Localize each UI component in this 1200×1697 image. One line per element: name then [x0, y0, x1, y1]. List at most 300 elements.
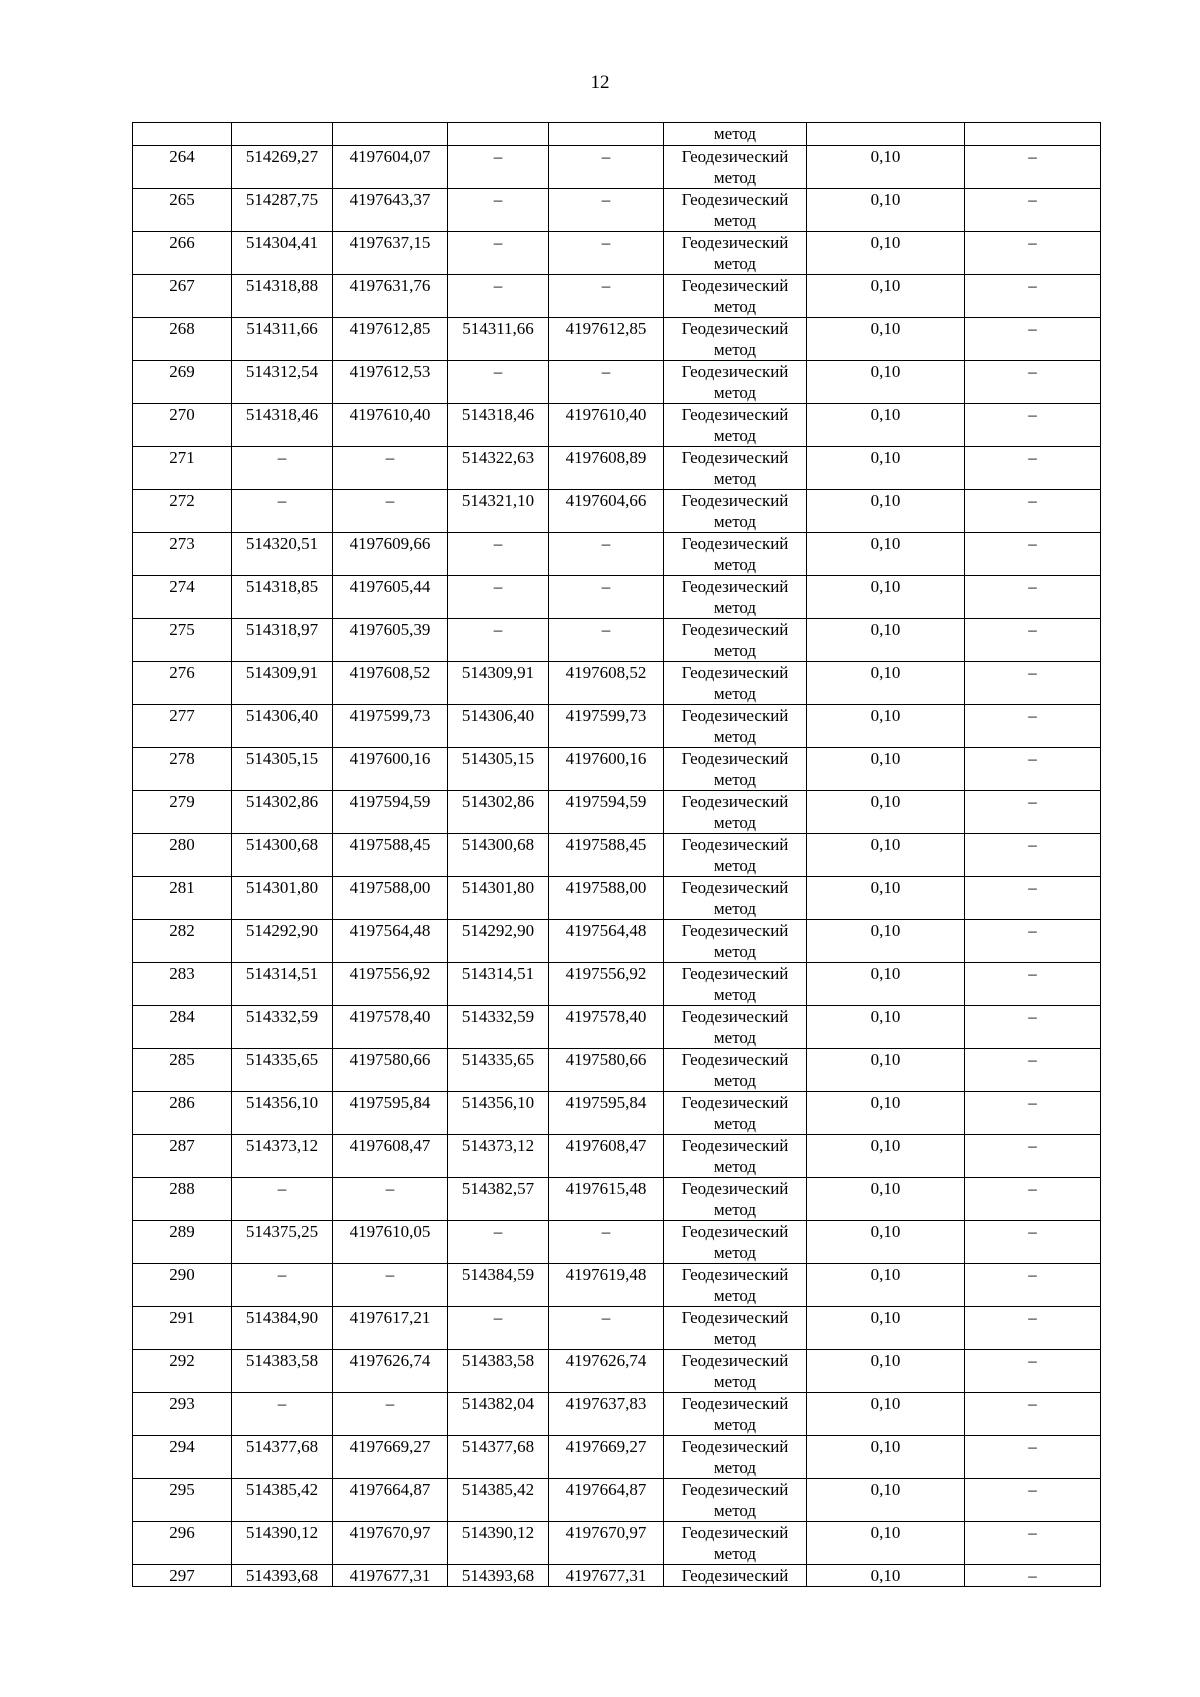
description-cell: –: [965, 1436, 1101, 1479]
description-cell: –: [965, 361, 1101, 404]
x-refined-cell: –: [448, 146, 549, 189]
y-refined-cell: 4197664,87: [549, 1479, 664, 1522]
y-existing-cell: 4197677,31: [333, 1565, 448, 1587]
method-cell: Геодезический метод: [664, 490, 807, 533]
description-cell: –: [965, 490, 1101, 533]
y-refined-cell: –: [549, 275, 664, 318]
method-cell: Геодезический метод: [664, 1178, 807, 1221]
y-existing-cell: 4197610,05: [333, 1221, 448, 1264]
x-refined-cell: 514302,86: [448, 791, 549, 834]
y-existing-cell: –: [333, 1178, 448, 1221]
description-cell: –: [965, 1221, 1101, 1264]
method-cell: Геодезический метод: [664, 1221, 807, 1264]
y-refined-cell: 4197595,84: [549, 1092, 664, 1135]
y-existing-cell: 4197594,59: [333, 791, 448, 834]
point-number-cell: 293: [133, 1393, 232, 1436]
table-cell: [549, 123, 664, 146]
method-cell: Геодезический метод: [664, 662, 807, 705]
table-cell: [807, 123, 965, 146]
x-refined-cell: 514321,10: [448, 490, 549, 533]
x-refined-cell: 514322,63: [448, 447, 549, 490]
method-cell: Геодезический метод: [664, 1049, 807, 1092]
accuracy-cell: 0,10: [807, 404, 965, 447]
x-existing-cell: 514335,65: [232, 1049, 333, 1092]
y-refined-cell: 4197588,00: [549, 877, 664, 920]
description-cell: –: [965, 1178, 1101, 1221]
x-existing-cell: 514318,46: [232, 404, 333, 447]
method-cell: Геодезический метод: [664, 146, 807, 189]
y-refined-cell: 4197619,48: [549, 1264, 664, 1307]
y-refined-cell: 4197580,66: [549, 1049, 664, 1092]
description-cell: –: [965, 1006, 1101, 1049]
x-refined-cell: –: [448, 1307, 549, 1350]
x-existing-cell: 514318,97: [232, 619, 333, 662]
accuracy-cell: 0,10: [807, 232, 965, 275]
x-refined-cell: –: [448, 189, 549, 232]
x-refined-cell: 514314,51: [448, 963, 549, 1006]
x-refined-cell: 514306,40: [448, 705, 549, 748]
method-cell: Геодезический метод: [664, 1522, 807, 1565]
y-refined-cell: 4197599,73: [549, 705, 664, 748]
point-number-cell: 291: [133, 1307, 232, 1350]
point-number-cell: 277: [133, 705, 232, 748]
x-existing-cell: –: [232, 447, 333, 490]
x-refined-cell: 514383,58: [448, 1350, 549, 1393]
y-refined-cell: 4197626,74: [549, 1350, 664, 1393]
table-row: [133, 576, 1101, 619]
method-cell: Геодезический метод: [664, 447, 807, 490]
accuracy-cell: 0,10: [807, 1307, 965, 1350]
x-existing-cell: 514356,10: [232, 1092, 333, 1135]
x-refined-cell: 514377,68: [448, 1436, 549, 1479]
table-row: [133, 189, 1101, 232]
page-number: 12: [590, 72, 610, 93]
x-refined-cell: 514335,65: [448, 1049, 549, 1092]
accuracy-cell: 0,10: [807, 834, 965, 877]
description-cell: –: [965, 232, 1101, 275]
accuracy-cell: 0,10: [807, 318, 965, 361]
point-number-cell: 282: [133, 920, 232, 963]
accuracy-cell: 0,10: [807, 662, 965, 705]
x-existing-cell: 514383,58: [232, 1350, 333, 1393]
method-cell: Геодезический метод: [664, 533, 807, 576]
table-row: [133, 447, 1101, 490]
table-row: [133, 1221, 1101, 1264]
y-existing-cell: –: [333, 1264, 448, 1307]
accuracy-cell: 0,10: [807, 877, 965, 920]
accuracy-cell: 0,10: [807, 791, 965, 834]
description-cell: –: [965, 834, 1101, 877]
x-refined-cell: –: [448, 361, 549, 404]
point-number-cell: 278: [133, 748, 232, 791]
method-cell: Геодезический метод: [664, 963, 807, 1006]
x-existing-cell: 514287,75: [232, 189, 333, 232]
method-cell: Геодезический метод: [664, 1307, 807, 1350]
y-refined-cell: 4197670,97: [549, 1522, 664, 1565]
point-number-cell: 287: [133, 1135, 232, 1178]
table-row: [133, 232, 1101, 275]
y-existing-cell: 4197588,45: [333, 834, 448, 877]
description-cell: –: [965, 146, 1101, 189]
point-number-cell: 290: [133, 1264, 232, 1307]
table-row: [133, 1006, 1101, 1049]
x-refined-cell: –: [448, 275, 549, 318]
table-cell: [232, 123, 333, 146]
method-cell: Геодезический метод: [664, 619, 807, 662]
x-refined-cell: 514311,66: [448, 318, 549, 361]
description-cell: –: [965, 920, 1101, 963]
y-refined-cell: –: [549, 189, 664, 232]
point-number-cell: 284: [133, 1006, 232, 1049]
table-row: [133, 619, 1101, 662]
x-existing-cell: 514318,88: [232, 275, 333, 318]
description-cell: –: [965, 1307, 1101, 1350]
table-row: [133, 404, 1101, 447]
table-row: [133, 1264, 1101, 1307]
description-cell: –: [965, 533, 1101, 576]
accuracy-cell: 0,10: [807, 619, 965, 662]
accuracy-cell: 0,10: [807, 1221, 965, 1264]
x-refined-cell: 514292,90: [448, 920, 549, 963]
table-row: [133, 490, 1101, 533]
table-row: [133, 662, 1101, 705]
y-existing-cell: –: [333, 1393, 448, 1436]
table-row: [133, 920, 1101, 963]
x-existing-cell: 514377,68: [232, 1436, 333, 1479]
table-row: [133, 1565, 1101, 1587]
accuracy-cell: 0,10: [807, 275, 965, 318]
x-existing-cell: –: [232, 1393, 333, 1436]
accuracy-cell: 0,10: [807, 447, 965, 490]
y-refined-cell: 4197637,83: [549, 1393, 664, 1436]
method-cell: Геодезический метод: [664, 1092, 807, 1135]
accuracy-cell: 0,10: [807, 533, 965, 576]
y-existing-cell: 4197608,47: [333, 1135, 448, 1178]
accuracy-cell: 0,10: [807, 189, 965, 232]
point-number-cell: 288: [133, 1178, 232, 1221]
x-refined-cell: 514301,80: [448, 877, 549, 920]
y-existing-cell: 4197643,37: [333, 189, 448, 232]
point-number-cell: 296: [133, 1522, 232, 1565]
y-existing-cell: 4197604,07: [333, 146, 448, 189]
table-row: [133, 1178, 1101, 1221]
x-refined-cell: 514356,10: [448, 1092, 549, 1135]
point-number-cell: 276: [133, 662, 232, 705]
accuracy-cell: 0,10: [807, 1264, 965, 1307]
point-number-cell: 273: [133, 533, 232, 576]
x-existing-cell: 514314,51: [232, 963, 333, 1006]
method-cell: Геодезический метод: [664, 404, 807, 447]
table-row: [133, 361, 1101, 404]
x-refined-cell: 514373,12: [448, 1135, 549, 1178]
method-cell: Геодезический метод: [664, 1264, 807, 1307]
y-existing-cell: 4197617,21: [333, 1307, 448, 1350]
accuracy-cell: 0,10: [807, 1479, 965, 1522]
y-refined-cell: 4197564,48: [549, 920, 664, 963]
point-number-cell: 271: [133, 447, 232, 490]
y-refined-cell: 4197615,48: [549, 1178, 664, 1221]
method-cell: Геодезический метод: [664, 748, 807, 791]
point-number-cell: 279: [133, 791, 232, 834]
description-cell: –: [965, 404, 1101, 447]
x-existing-cell: –: [232, 1178, 333, 1221]
description-cell: –: [965, 1565, 1101, 1587]
x-existing-cell: 514300,68: [232, 834, 333, 877]
x-existing-cell: 514301,80: [232, 877, 333, 920]
description-cell: –: [965, 1479, 1101, 1522]
accuracy-cell: 0,10: [807, 1522, 965, 1565]
x-existing-cell: 514302,86: [232, 791, 333, 834]
y-existing-cell: 4197588,00: [333, 877, 448, 920]
y-existing-cell: 4197605,44: [333, 576, 448, 619]
y-refined-cell: 4197608,52: [549, 662, 664, 705]
table-row: [133, 533, 1101, 576]
table-row: [133, 705, 1101, 748]
point-number-cell: 275: [133, 619, 232, 662]
point-number-cell: 289: [133, 1221, 232, 1264]
x-existing-cell: 514269,27: [232, 146, 333, 189]
y-existing-cell: 4197564,48: [333, 920, 448, 963]
x-existing-cell: 514292,90: [232, 920, 333, 963]
point-number-cell: 265: [133, 189, 232, 232]
y-refined-cell: 4197604,66: [549, 490, 664, 533]
table-row: [133, 275, 1101, 318]
table-row: [133, 791, 1101, 834]
accuracy-cell: 0,10: [807, 361, 965, 404]
table-row: [133, 877, 1101, 920]
method-cell: Геодезический метод: [664, 1135, 807, 1178]
point-number-cell: 285: [133, 1049, 232, 1092]
y-existing-cell: 4197670,97: [333, 1522, 448, 1565]
x-refined-cell: –: [448, 232, 549, 275]
x-refined-cell: 514305,15: [448, 748, 549, 791]
y-existing-cell: 4197556,92: [333, 963, 448, 1006]
x-refined-cell: –: [448, 533, 549, 576]
table-row: [133, 1049, 1101, 1092]
point-number-cell: 286: [133, 1092, 232, 1135]
x-refined-cell: 514393,68: [448, 1565, 549, 1587]
point-number-cell: 281: [133, 877, 232, 920]
y-existing-cell: 4197595,84: [333, 1092, 448, 1135]
accuracy-cell: 0,10: [807, 1393, 965, 1436]
y-refined-cell: 4197612,85: [549, 318, 664, 361]
coordinates-table: [132, 122, 1101, 1587]
point-number-cell: 280: [133, 834, 232, 877]
y-refined-cell: –: [549, 619, 664, 662]
x-existing-cell: 514304,41: [232, 232, 333, 275]
point-number-cell: 272: [133, 490, 232, 533]
y-refined-cell: 4197608,89: [549, 447, 664, 490]
description-cell: –: [965, 1135, 1101, 1178]
x-existing-cell: 514306,40: [232, 705, 333, 748]
y-existing-cell: 4197578,40: [333, 1006, 448, 1049]
y-refined-cell: 4197608,47: [549, 1135, 664, 1178]
point-number-cell: 283: [133, 963, 232, 1006]
x-existing-cell: 514375,25: [232, 1221, 333, 1264]
accuracy-cell: 0,10: [807, 576, 965, 619]
y-existing-cell: 4197637,15: [333, 232, 448, 275]
y-refined-cell: 4197578,40: [549, 1006, 664, 1049]
point-number-cell: 266: [133, 232, 232, 275]
point-number-cell: 267: [133, 275, 232, 318]
y-existing-cell: 4197600,16: [333, 748, 448, 791]
y-refined-cell: –: [549, 232, 664, 275]
table-cell: [133, 123, 232, 146]
method-cell: Геодезический метод: [664, 1436, 807, 1479]
table-row: [133, 834, 1101, 877]
method-cell: Геодезический метод: [664, 1393, 807, 1436]
y-existing-cell: –: [333, 490, 448, 533]
y-refined-cell: –: [549, 1307, 664, 1350]
method-cell: Геодезический метод: [664, 275, 807, 318]
x-refined-cell: 514382,57: [448, 1178, 549, 1221]
x-existing-cell: 514332,59: [232, 1006, 333, 1049]
y-existing-cell: 4197626,74: [333, 1350, 448, 1393]
description-cell: –: [965, 1264, 1101, 1307]
y-refined-cell: 4197588,45: [549, 834, 664, 877]
y-existing-cell: 4197610,40: [333, 404, 448, 447]
y-existing-cell: 4197605,39: [333, 619, 448, 662]
x-refined-cell: 514300,68: [448, 834, 549, 877]
table-row: [133, 1135, 1101, 1178]
y-refined-cell: 4197556,92: [549, 963, 664, 1006]
point-number-cell: 297: [133, 1565, 232, 1587]
accuracy-cell: 0,10: [807, 1178, 965, 1221]
table-row: [133, 963, 1101, 1006]
x-existing-cell: 514309,91: [232, 662, 333, 705]
x-existing-cell: 514311,66: [232, 318, 333, 361]
table-row: [133, 1307, 1101, 1350]
table-row: [133, 1522, 1101, 1565]
description-cell: –: [965, 1522, 1101, 1565]
description-cell: –: [965, 748, 1101, 791]
accuracy-cell: 0,10: [807, 705, 965, 748]
y-refined-cell: –: [549, 533, 664, 576]
table-row: [133, 1479, 1101, 1522]
x-refined-cell: 514318,46: [448, 404, 549, 447]
x-existing-cell: 514305,15: [232, 748, 333, 791]
accuracy-cell: 0,10: [807, 1350, 965, 1393]
y-refined-cell: –: [549, 1221, 664, 1264]
x-existing-cell: –: [232, 490, 333, 533]
x-existing-cell: 514318,85: [232, 576, 333, 619]
x-refined-cell: 514309,91: [448, 662, 549, 705]
accuracy-cell: 0,10: [807, 490, 965, 533]
description-cell: –: [965, 318, 1101, 361]
x-refined-cell: 514332,59: [448, 1006, 549, 1049]
method-cell: Геодезический метод: [664, 705, 807, 748]
table-row: [133, 1393, 1101, 1436]
table-row: [133, 318, 1101, 361]
description-cell: –: [965, 791, 1101, 834]
y-refined-cell: 4197600,16: [549, 748, 664, 791]
point-number-cell: 295: [133, 1479, 232, 1522]
y-refined-cell: 4197594,59: [549, 791, 664, 834]
point-number-cell: 264: [133, 146, 232, 189]
y-refined-cell: 4197677,31: [549, 1565, 664, 1587]
y-existing-cell: 4197609,66: [333, 533, 448, 576]
y-existing-cell: 4197631,76: [333, 275, 448, 318]
method-cell: Геодезический метод: [664, 791, 807, 834]
description-cell: –: [965, 1393, 1101, 1436]
point-number-cell: 294: [133, 1436, 232, 1479]
x-refined-cell: 514385,42: [448, 1479, 549, 1522]
accuracy-cell: 0,10: [807, 1049, 965, 1092]
description-cell: –: [965, 447, 1101, 490]
method-cell: Геодезический метод: [664, 232, 807, 275]
method-cell: Геодезический метод: [664, 920, 807, 963]
y-refined-cell: –: [549, 146, 664, 189]
description-cell: –: [965, 662, 1101, 705]
method-cell: Геодезический метод: [664, 1350, 807, 1393]
x-existing-cell: –: [232, 1264, 333, 1307]
y-existing-cell: 4197612,85: [333, 318, 448, 361]
table-cell: [965, 123, 1101, 146]
continuation-row: [133, 123, 1101, 146]
method-cell: Геодезический метод: [664, 189, 807, 232]
y-refined-cell: 4197610,40: [549, 404, 664, 447]
method-cell: Геодезический метод: [664, 576, 807, 619]
x-refined-cell: –: [448, 576, 549, 619]
point-number-cell: 292: [133, 1350, 232, 1393]
x-existing-cell: 514390,12: [232, 1522, 333, 1565]
method-cell: Геодезический метод: [664, 834, 807, 877]
x-existing-cell: 514393,68: [232, 1565, 333, 1587]
x-existing-cell: 514373,12: [232, 1135, 333, 1178]
method-cell: Геодезический метод: [664, 1006, 807, 1049]
accuracy-cell: 0,10: [807, 1092, 965, 1135]
x-refined-cell: –: [448, 1221, 549, 1264]
y-refined-cell: 4197669,27: [549, 1436, 664, 1479]
point-number-cell: 268: [133, 318, 232, 361]
accuracy-cell: 0,10: [807, 1436, 965, 1479]
description-cell: –: [965, 1049, 1101, 1092]
x-existing-cell: 514384,90: [232, 1307, 333, 1350]
table-row: [133, 146, 1101, 189]
table-row: [133, 1350, 1101, 1393]
y-existing-cell: 4197612,53: [333, 361, 448, 404]
accuracy-cell: 0,10: [807, 1565, 965, 1587]
table-cell: [333, 123, 448, 146]
y-existing-cell: 4197664,87: [333, 1479, 448, 1522]
table-row: [133, 1436, 1101, 1479]
y-existing-cell: 4197608,52: [333, 662, 448, 705]
y-existing-cell: 4197599,73: [333, 705, 448, 748]
point-number-cell: 274: [133, 576, 232, 619]
point-number-cell: 270: [133, 404, 232, 447]
x-existing-cell: 514312,54: [232, 361, 333, 404]
table-row: [133, 1092, 1101, 1135]
method-cell: Геодезический: [664, 1565, 807, 1587]
description-cell: –: [965, 275, 1101, 318]
x-refined-cell: –: [448, 619, 549, 662]
y-existing-cell: –: [333, 447, 448, 490]
description-cell: –: [965, 705, 1101, 748]
x-existing-cell: 514385,42: [232, 1479, 333, 1522]
accuracy-cell: 0,10: [807, 963, 965, 1006]
description-cell: –: [965, 619, 1101, 662]
x-existing-cell: 514320,51: [232, 533, 333, 576]
method-cell: Геодезический метод: [664, 1479, 807, 1522]
continuation-method-cell: метод: [664, 123, 807, 146]
point-number-cell: 269: [133, 361, 232, 404]
x-refined-cell: 514390,12: [448, 1522, 549, 1565]
x-refined-cell: 514382,04: [448, 1393, 549, 1436]
y-refined-cell: –: [549, 361, 664, 404]
description-cell: –: [965, 576, 1101, 619]
description-cell: –: [965, 1350, 1101, 1393]
table-cell: [448, 123, 549, 146]
